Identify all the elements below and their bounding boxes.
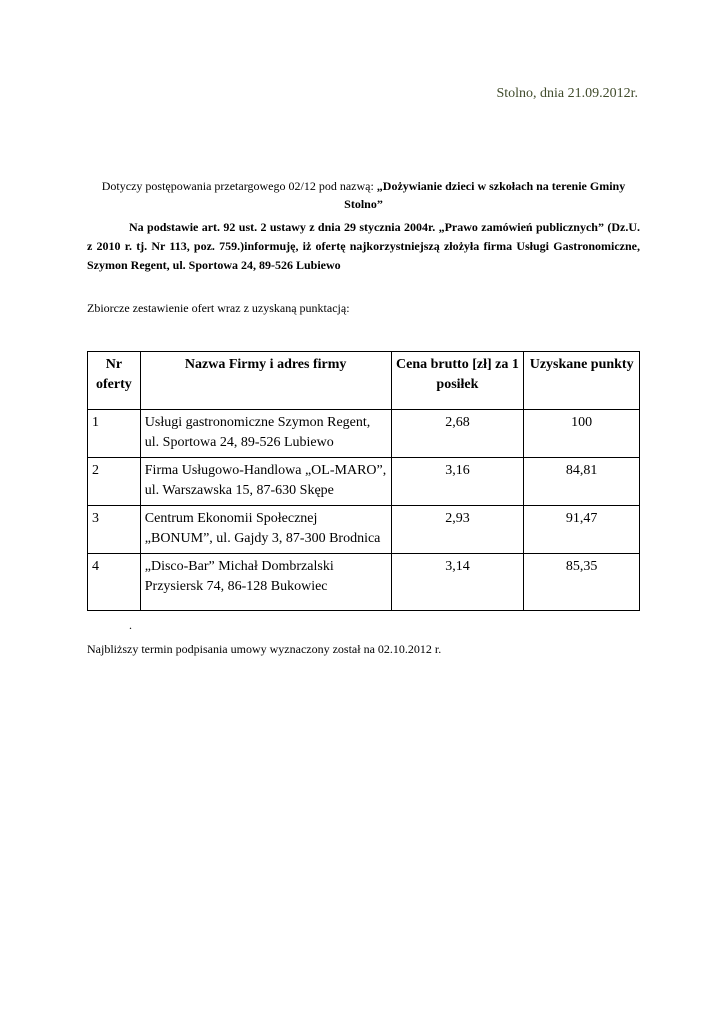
company-address: Przysiersk 74, 86-128 Bukowiec xyxy=(144,579,328,594)
offer-price: 3,14 xyxy=(391,554,524,611)
company-name: Centrum Ekonomii Społecznej xyxy=(144,511,318,526)
decision-paragraph: Na podstawie art. 92 ust. 2 ustawy z dnia 29 stycznia 2004r. „Prawo zamówień publicznych” (Dz.U. z 2010 r. tj. Nr 113, poz. 759.)informuję, iż ofertę najkorzystniejszą złożyła firma Usługi Gastronomiczne, Szymon Regent, ul. Sportowa 24, 89-526 Lubiewo xyxy=(87,220,640,272)
company-cell xyxy=(140,554,391,611)
company-name: „Disco-Bar” Michał Dombrzalski xyxy=(144,559,334,574)
table-row xyxy=(88,410,640,458)
table-row xyxy=(88,554,640,611)
offer-number: 4 xyxy=(88,554,141,611)
company-address: „BONUM”, ul. Gajdy 3, 87-300 Brodnica xyxy=(144,531,381,546)
offers-table xyxy=(87,351,640,611)
table-header-row xyxy=(88,352,640,410)
offer-price: 2,68 xyxy=(391,410,524,458)
offer-price: 3,16 xyxy=(391,458,524,506)
offer-points: 91,47 xyxy=(524,506,640,554)
offer-number: 3 xyxy=(88,506,141,554)
offer-points: 100 xyxy=(524,410,640,458)
header-price: Cena brutto [zł] za 1 posiłek xyxy=(391,352,524,410)
company-address: ul. Warszawska 15, 87-630 Skępe xyxy=(144,483,334,498)
company-address: ul. Sportowa 24, 89-526 Lubiewo xyxy=(144,435,334,450)
offer-number: 1 xyxy=(88,410,141,458)
company-cell xyxy=(140,458,391,506)
header-points: Uzyskane punkty xyxy=(524,352,640,410)
company-cell xyxy=(140,506,391,554)
offer-price: 2,93 xyxy=(391,506,524,554)
header-company: Nazwa Firmy i adres firmy xyxy=(140,352,391,410)
company-cell xyxy=(140,410,391,458)
table-row xyxy=(88,458,640,506)
table-intro: Zbiorcze zestawienie ofert wraz z uzyskaną punktacją: xyxy=(87,301,350,315)
subject-title: „Dożywianie dzieci w szkołach na terenie Gminy Stolno” xyxy=(344,179,626,211)
subject-prefix: Dotyczy postępowania przetargowego 02/12 pod nazwą: xyxy=(101,179,377,193)
subject-line xyxy=(87,177,640,213)
offer-points: 85,35 xyxy=(524,554,640,611)
place-date: Stolno, dnia 21.09.2012r. xyxy=(496,86,638,101)
stray-dot: . xyxy=(129,618,132,632)
table-row xyxy=(88,506,640,554)
header-offer-number: Nr oferty xyxy=(88,352,141,410)
company-name: Usługi gastronomiczne Szymon Regent, xyxy=(144,415,371,430)
offer-number: 2 xyxy=(88,458,141,506)
company-name: Firma Usługowo-Handlowa „OL-MARO”, xyxy=(144,463,387,478)
closing-note: Najbliższy termin podpisania umowy wyznaczony został na 02.10.2012 r. xyxy=(87,642,442,656)
offer-points: 84,81 xyxy=(524,458,640,506)
